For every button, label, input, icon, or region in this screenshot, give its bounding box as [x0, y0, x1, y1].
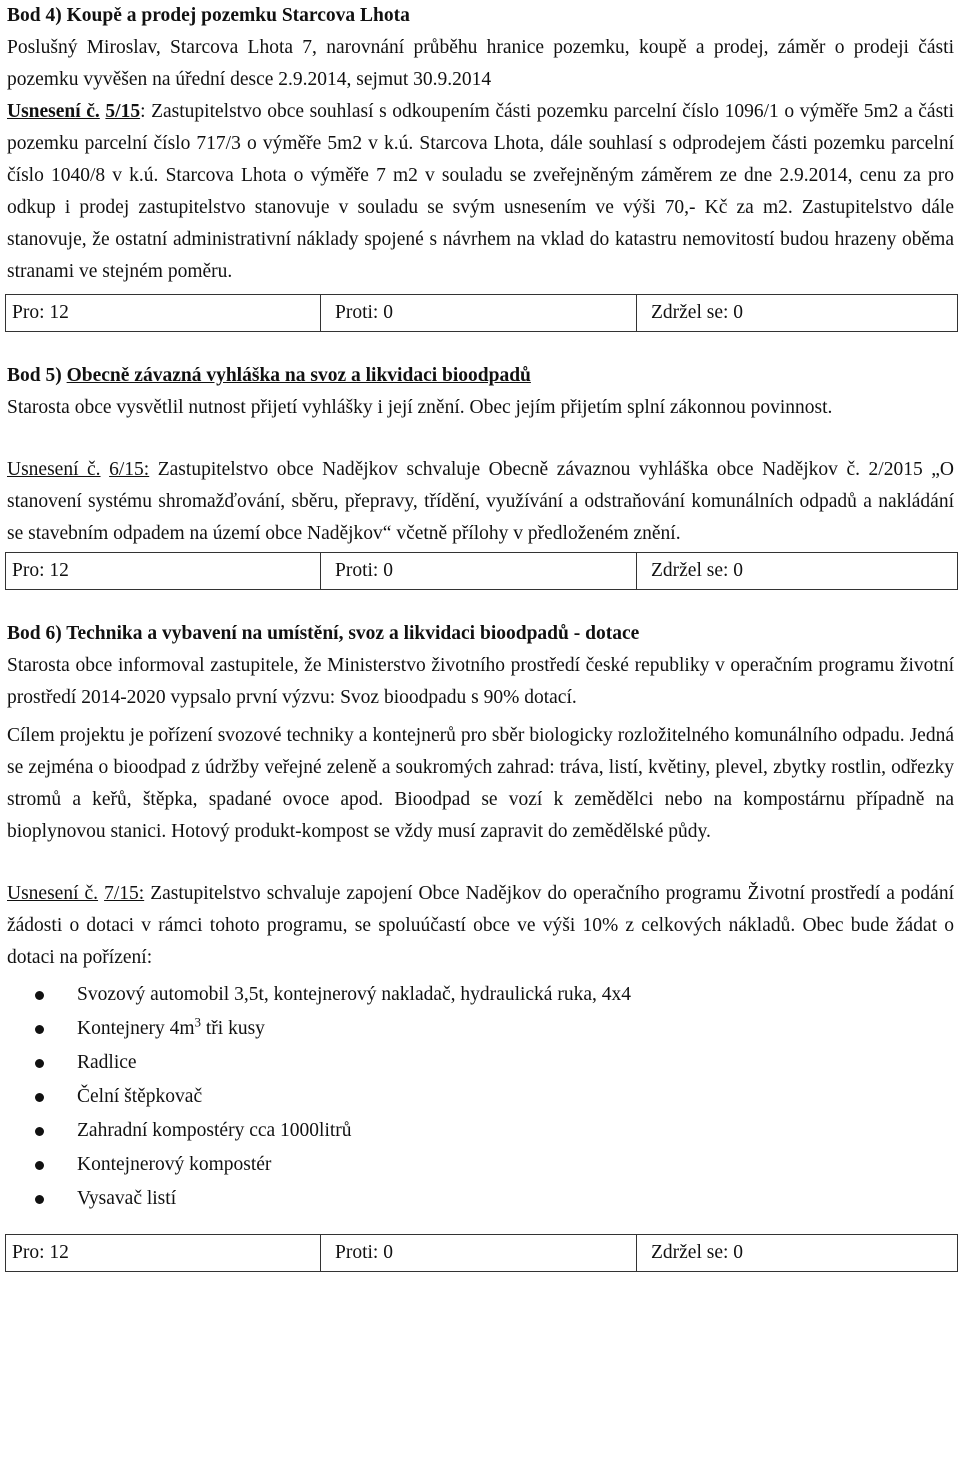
bullet-icon	[35, 1127, 44, 1136]
vote-table-bod6	[5, 1234, 958, 1272]
bullet-icon	[35, 1161, 44, 1170]
bullet-icon	[35, 991, 44, 1000]
bullet-icon	[35, 1093, 44, 1102]
resolution-number: 6/15:	[109, 459, 150, 480]
list-item: Kontejnerový kompostér	[7, 1148, 954, 1182]
bullet-icon	[35, 1059, 44, 1068]
equipment-list	[7, 978, 954, 1216]
vote-zdrzel: Zdržel se: 0	[651, 302, 744, 323]
vote-zdrzel: Zdržel se: 0	[651, 560, 744, 581]
vote-pro: Pro: 12	[6, 553, 321, 589]
vote-table-bod4	[5, 294, 958, 332]
bod5-resolution	[7, 454, 954, 550]
bod6-resolution	[7, 878, 954, 974]
resolution-text: Zastupitelstvo obce Nadějkov schvaluje Obecně závaznou vyhláška obce Nadějkov č. 2/2015 „O stanovení systému shromažďování, sběru, přepravy, třídění, využívání a odstraňování komunálních odpadů a nakládání se stavebním odpadem na území obce Nadějkov“ včetně přílohy v předloženém znění.	[7, 459, 954, 544]
vote-pro: Pro: 12	[6, 1235, 321, 1271]
resolution-text: : Zastupitelstvo obce souhlasí s odkoupením části pozemku parcelní číslo 1096/1 o výměře 5m2 a části pozemku parcelní číslo 717/3 o výměře 5m2 v k.ú. Starcova Lhota, dále souhlasí s odprodejem části pozemku parcelní číslo 1040/8 v k.ú. Starcova Lhota o výměře 7 m2 v souladu se zveřejněným záměrem ze dne 2.9.2014, cenu za pro odkup i prodej zastupitelstvo stanovuje v souladu se svým usnesením ve výši 70,- Kč za m2. Zastupitelstvo dále stanovuje, že ostatní administrativní náklady spojené s návrhem na vklad do katastru nemovitostí budou hrazeny oběma stranami ve stejném poměru.	[7, 101, 955, 282]
bod4-heading: Bod 4) Koupě a prodej pozemku Starcova Lhota	[7, 5, 410, 26]
list-item: Radlice	[7, 1046, 954, 1080]
bod5-heading-prefix: Bod 5)	[7, 365, 67, 386]
resolution-label: Usnesení č.	[7, 883, 99, 904]
resolution-number: 5/15	[105, 101, 141, 122]
document-page	[7, 0, 954, 1272]
vote-pro: Pro: 12	[6, 295, 321, 331]
list-item: Kontejnery $4m^3$ tři kusy	[7, 1012, 954, 1046]
bullet-icon	[35, 1195, 44, 1204]
vote-table-bod5	[5, 552, 958, 590]
bod4-intro: Poslušný Miroslav, Starcova Lhota 7, narovnání průběhu hranice pozemku, koupě a prodej, záměr o prodeji části pozemku vyvěšen na úřední desce 2.9.2014, sejmut 30.9.2014	[7, 37, 954, 90]
resolution-label: Usnesení č.	[7, 101, 100, 122]
bod5-intro: Starosta obce vysvětlil nutnost přijetí vyhlášky i její znění. Obec jejím přijetím splní zákonnou povinnost.	[7, 397, 833, 418]
list-item: Vysavač listí	[7, 1182, 954, 1216]
resolution-text: Zastupitelstvo schvaluje zapojení Obce Nadějkov do operačního programu Životní prostředí a podání žádosti o dotaci v rámci tohoto programu, se spoluúčastí obce ve výši 10% z celkových nákladů. Obec bude žádat o dotaci na pořízení:	[7, 883, 954, 968]
vote-zdrzel: Zdržel se: 0	[651, 1242, 744, 1263]
bullet-icon	[35, 1025, 44, 1034]
bod6-intro: Starosta obce informoval zastupitele, že Ministerstvo životního prostředí české republiky v operačním programu životní prostředí 2014-2020 vypsalo první výzvu: Svoz bioodpadu s 90% dotací.	[7, 655, 954, 708]
vote-proti: Proti: 0	[321, 295, 637, 331]
bod4-resolution	[7, 96, 954, 288]
list-item: Svozový automobil 3,5t, kontejnerový nakladač, hydraulická ruka, 4x4	[7, 978, 954, 1012]
bod6-heading: Bod 6) Technika a vybavení na umístění, svoz a likvidaci bioodpadů - dotace	[7, 623, 640, 644]
superscript: 3	[194, 1014, 202, 1030]
bod6-paragraph: Cílem projektu je pořízení svozové techniky a kontejnerů pro sběr biologicky rozložitelného komunálního odpadu. Jedná se zejména o bioodpad z údržby veřejné zeleně a soukromých zahrad: tráva, listí, květiny, plevel, zbytky rostlin, odřezky stromů a keřů, štěpka, spadané ovoce apod. Bioodpad se vozí k zemědělci nebo na kompostárnu případně na bioplynovou stanici. Hotový produkt-kompost se vždy musí zapravit do zemědělské půdy.	[7, 725, 954, 842]
vote-proti: Proti: 0	[321, 1235, 637, 1271]
list-item: Zahradní kompostéry cca 1000litrů	[7, 1114, 954, 1148]
vote-proti: Proti: 0	[321, 553, 637, 589]
list-item: Čelní štěpkovač	[7, 1080, 954, 1114]
resolution-number: 7/15:	[104, 883, 145, 904]
resolution-label: Usnesení č.	[7, 459, 101, 480]
bod5-heading	[7, 360, 954, 392]
bod5-heading-title: Obecně závazná vyhláška na svoz a likvidaci bioodpadů	[66, 365, 531, 386]
